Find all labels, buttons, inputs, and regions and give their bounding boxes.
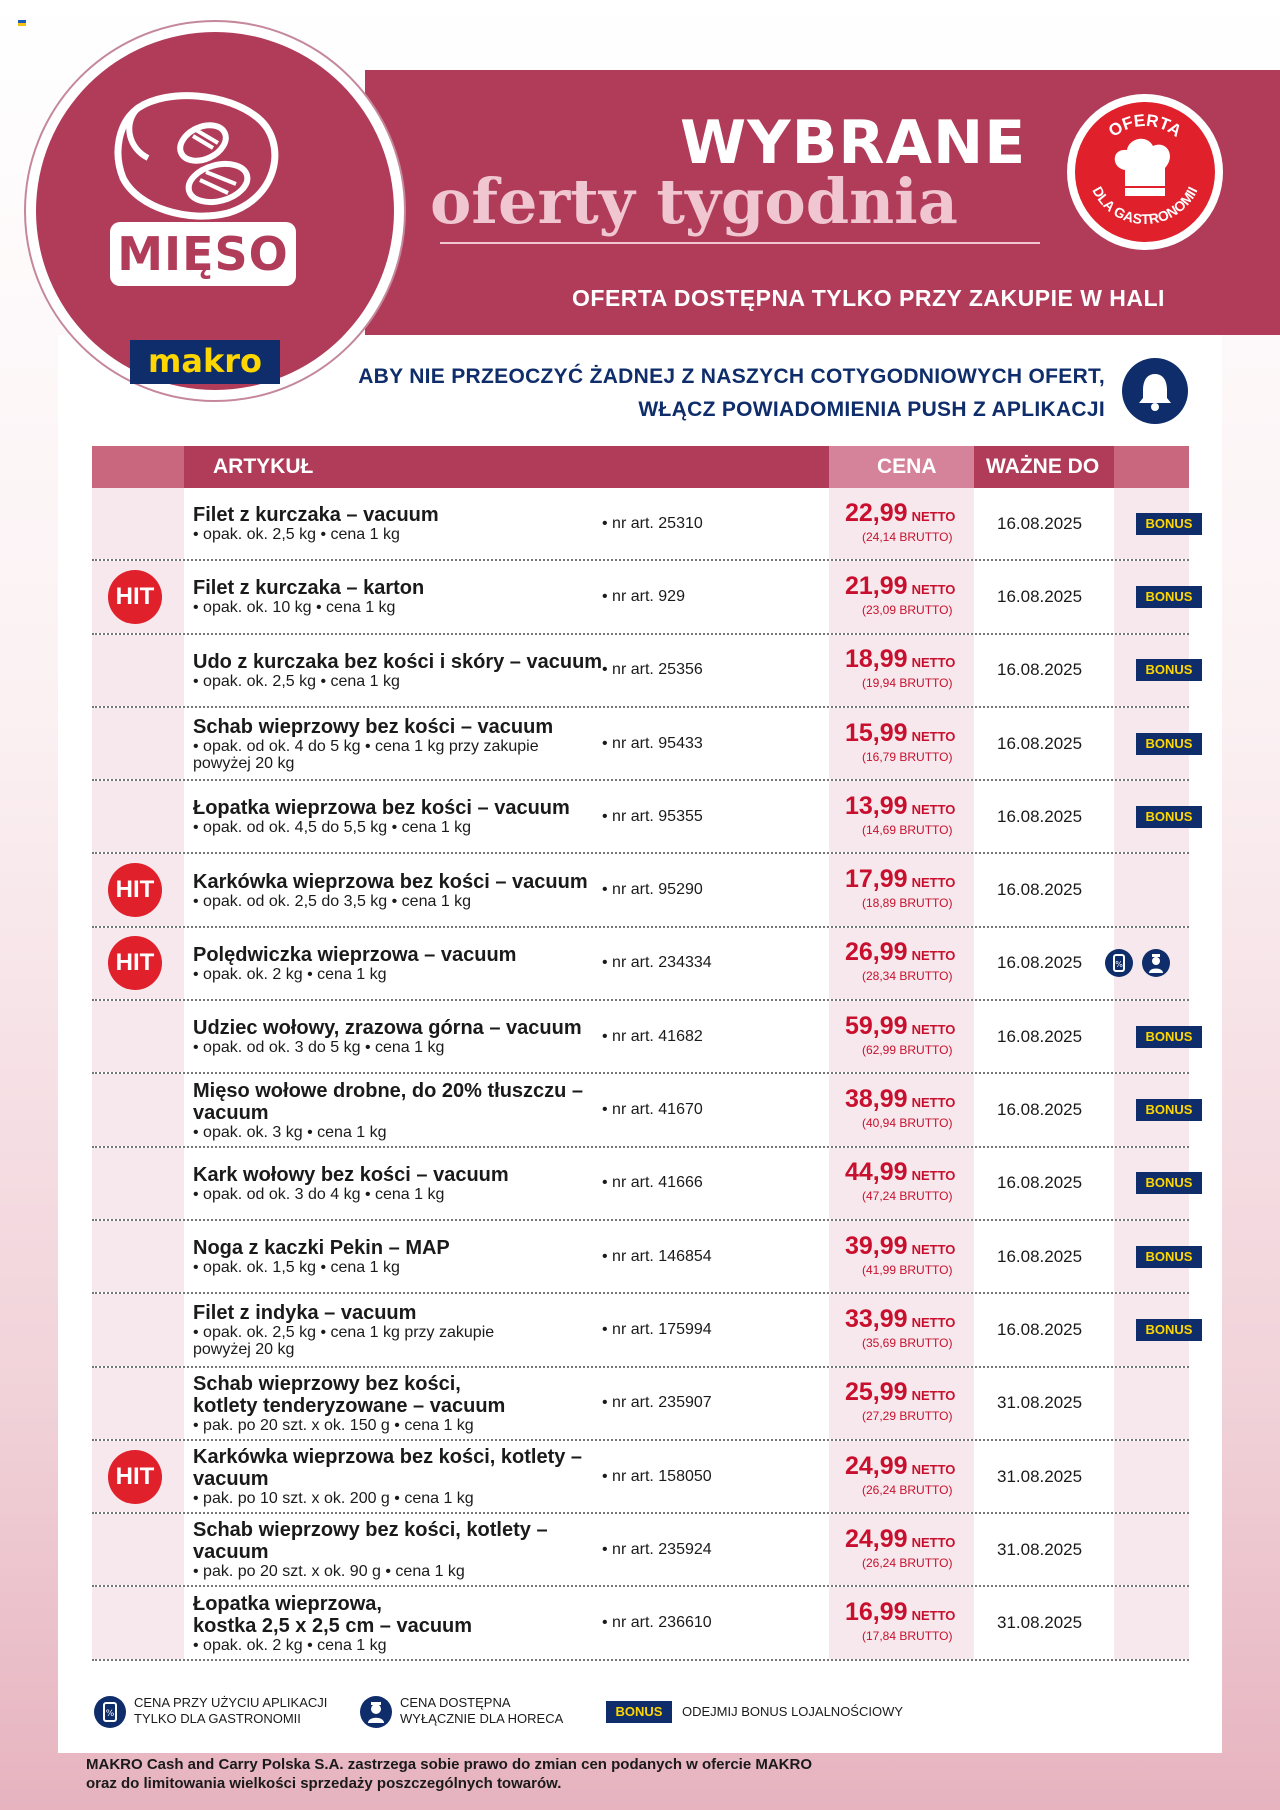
- article-number: • nr art. 235907: [602, 1394, 712, 1412]
- header-valid: WAŻNE DO: [986, 455, 1100, 478]
- price-netto: [845, 645, 955, 677]
- netto-label: NETTO: [911, 1388, 956, 1404]
- legend-app: [134, 1695, 327, 1727]
- hit-cell: [92, 1001, 184, 1072]
- hit-badge: HIT: [108, 863, 162, 917]
- makro-logo: makro: [130, 340, 280, 384]
- svg-text:OFERTA: [1105, 111, 1185, 141]
- product-name: Mięso wołowe drobne, do 20% tłuszczu – vacuum: [193, 1079, 584, 1124]
- price-netto: [845, 1598, 955, 1630]
- hit-badge: HIT: [108, 1450, 162, 1504]
- bonus-badge: BONUS: [1136, 1026, 1202, 1048]
- valid-until: 16.08.2025: [997, 513, 1083, 533]
- valid-until: 16.08.2025: [997, 733, 1083, 753]
- price-netto: [845, 865, 955, 897]
- netto-label: NETTO: [911, 1168, 956, 1184]
- price-netto: [845, 938, 955, 970]
- price-netto: [845, 499, 955, 531]
- price-netto: [845, 1525, 955, 1557]
- hit-cell: [92, 1148, 184, 1219]
- product-details: • opak. od ok. 3 do 5 kg • cena 1 kg: [193, 1039, 445, 1057]
- hit-cell: [92, 1221, 184, 1292]
- legend-horeca-line2: WYŁĄCZNIE DLA HORECA: [400, 1711, 564, 1726]
- hit-cell: [92, 1514, 184, 1585]
- product-details: • opak. ok. 10 kg • cena 1 kg: [193, 599, 396, 617]
- gastronomy-stamp: [1067, 94, 1223, 250]
- netto-label: NETTO: [911, 728, 956, 744]
- product-info: [193, 1587, 603, 1658]
- price-netto: [845, 719, 955, 751]
- bonus-badge: BONUS: [1136, 1319, 1202, 1341]
- push-line1: ABY NIE PRZEOCZYĆ ŻADNEJ Z NASZYCH COTYGODNIOWYCH OFERT,: [358, 365, 1105, 388]
- product-name: Schab wieprzowy bez kości – vacuum: [193, 715, 554, 738]
- table-row: [92, 1074, 1193, 1147]
- price-brutto: (47,24 BRUTTO): [862, 1189, 953, 1204]
- product-info: [193, 1148, 603, 1219]
- article-number: • nr art. 146854: [602, 1247, 712, 1265]
- legend-app-line2: TYLKO DLA GASTRONOMII: [134, 1711, 301, 1726]
- hit-badge: HIT: [108, 570, 162, 624]
- product-name: Schab wieprzowy bez kości, kotlety – vacuum: [193, 1519, 548, 1564]
- bonus-cell: [1114, 854, 1189, 925]
- table-row: [92, 1441, 1189, 1514]
- title-line2: oferty tygodnia: [430, 165, 958, 238]
- valid-until: 16.08.2025: [997, 1246, 1083, 1266]
- product-details: • opak. od ok. 3 do 4 kg • cena 1 kg: [193, 1185, 445, 1203]
- article-number: • nr art. 235924: [602, 1540, 712, 1558]
- price-netto-value: 24,99: [845, 1451, 908, 1480]
- valid-until: 16.08.2025: [997, 1026, 1083, 1046]
- product-name: Łopatka wieprzowa bez kości – vacuum: [193, 797, 570, 820]
- netto-label: NETTO: [911, 1021, 956, 1037]
- product-name: Udziec wołowy, zrazowa górna – vacuum: [193, 1017, 582, 1040]
- bonus-badge: BONUS: [1136, 1099, 1202, 1121]
- title-underline: [440, 242, 1040, 244]
- svg-text:%: %: [1115, 960, 1123, 970]
- bonus-badge: BONUS: [1136, 513, 1202, 535]
- table-row: [92, 1294, 1193, 1367]
- table-row: [92, 781, 1193, 854]
- app-price-icon: [94, 1696, 126, 1728]
- table-row: [92, 1148, 1193, 1221]
- article-number: • nr art. 95290: [602, 881, 703, 899]
- table-row: [92, 854, 1189, 927]
- netto-label: NETTO: [911, 1461, 956, 1477]
- article-number: • nr art. 234334: [602, 954, 712, 972]
- price-brutto: (24,14 BRUTTO): [862, 529, 953, 544]
- article-number: • nr art. 95433: [602, 734, 703, 752]
- product-details: • opak. od ok. 4,5 do 5,5 kg • cena 1 kg: [193, 819, 472, 837]
- bonus-badge: BONUS: [1136, 806, 1202, 828]
- header-article: ARTYKUŁ: [213, 455, 314, 478]
- price-netto-value: 16,99: [845, 1598, 908, 1627]
- stamp-bottom-text: DLA GASTRONOMII: [1089, 183, 1201, 228]
- netto-label: NETTO: [911, 875, 956, 891]
- valid-until: 31.08.2025: [997, 1393, 1083, 1413]
- article-number: • nr art. 95355: [602, 807, 703, 825]
- netto-label: NETTO: [911, 801, 956, 817]
- title-line1: WYBRANE: [680, 108, 1027, 178]
- price-netto: [845, 1232, 955, 1264]
- product-info: [193, 1514, 603, 1585]
- valid-until: 31.08.2025: [997, 1613, 1083, 1633]
- product-name: Łopatka wieprzowa, kostka 2,5 x 2,5 cm – vacuum: [193, 1592, 473, 1637]
- table-row: [92, 1514, 1189, 1587]
- product-info: [193, 1001, 603, 1072]
- product-info: [193, 488, 603, 559]
- valid-until: 31.08.2025: [997, 1466, 1083, 1486]
- price-netto: [845, 1158, 955, 1190]
- price-netto-value: 15,99: [845, 718, 908, 747]
- price-brutto: (40,94 BRUTTO): [862, 1116, 953, 1131]
- price-netto-value: 22,99: [845, 498, 908, 527]
- bonus-badge: BONUS: [1136, 1172, 1202, 1194]
- netto-label: NETTO: [911, 1095, 956, 1111]
- flag-icon: [18, 20, 26, 28]
- table-row: [92, 635, 1193, 708]
- bonus-badge: BONUS: [1136, 586, 1202, 608]
- price-netto-value: 18,99: [845, 645, 908, 674]
- chef-hat-icon: [1067, 94, 1223, 250]
- svg-text:%: %: [105, 1709, 115, 1719]
- bonus-badge: BONUS: [1136, 659, 1202, 681]
- bonus-cell: [1114, 1587, 1189, 1658]
- article-number: • nr art. 236610: [602, 1614, 712, 1632]
- legend-bonus-text: ODEJMIJ BONUS LOJALNOŚCIOWY: [682, 1704, 904, 1719]
- product-info: [193, 928, 603, 999]
- netto-label: NETTO: [911, 1534, 956, 1550]
- product-name: Karkówka wieprzowa bez kości, kotlety – vacuum: [193, 1446, 583, 1490]
- app-horeca-icons: [1104, 948, 1174, 982]
- netto-label: NETTO: [911, 508, 956, 524]
- product-info: [193, 1368, 603, 1439]
- legend-horeca-line1: CENA DOSTĘPNA: [400, 1695, 511, 1710]
- price-netto: [845, 1452, 955, 1484]
- product-details: • pak. po 20 szt. x ok. 90 g • cena 1 kg: [193, 1563, 465, 1581]
- table-row: [92, 928, 1189, 1001]
- product-name: Karkówka wieprzowa bez kości – vacuum: [193, 870, 588, 893]
- footer-line1: MAKRO Cash and Carry Polska S.A. zastrzega sobie prawo do zmian cen podanych w ofercie MAKRO: [86, 1756, 812, 1773]
- product-details: • opak. od ok. 4 do 5 kg • cena 1 kg przy zakupie powyżej 20 kg: [193, 737, 539, 772]
- price-netto: [845, 792, 955, 824]
- legend-app-line1: CENA PRZY UŻYCIU APLIKACJI: [134, 1695, 328, 1710]
- table-row: [92, 1587, 1189, 1660]
- table-row: [92, 1368, 1189, 1441]
- price-netto-value: 39,99: [845, 1231, 908, 1260]
- price-netto-value: 44,99: [845, 1158, 908, 1187]
- product-name: Kark wołowy bez kości – vacuum: [193, 1163, 509, 1186]
- netto-label: NETTO: [911, 655, 956, 671]
- price-brutto: (18,89 BRUTTO): [862, 896, 953, 911]
- product-info: [193, 781, 603, 852]
- netto-label: NETTO: [911, 1241, 956, 1257]
- stamp-top-text: OFERTA: [1105, 110, 1186, 141]
- price-brutto: (23,09 BRUTTO): [862, 602, 953, 617]
- product-name: Filet z indyka – vacuum: [193, 1301, 417, 1324]
- product-details: • pak. po 20 szt. x ok. 150 g • cena 1 kg: [193, 1416, 474, 1434]
- netto-label: NETTO: [911, 581, 956, 597]
- product-details: • opak. ok. 2,5 kg • cena 1 kg: [193, 672, 400, 690]
- price-brutto: (26,24 BRUTTO): [862, 1482, 953, 1497]
- legend-bonus-badge: BONUS: [606, 1701, 672, 1723]
- netto-label: NETTO: [911, 1314, 956, 1330]
- bonus-cell: [1114, 1368, 1189, 1439]
- product-name: Filet z kurczaka – vacuum: [193, 504, 439, 527]
- product-details: • opak. ok. 3 kg • cena 1 kg: [193, 1123, 387, 1141]
- product-details: • opak. ok. 2,5 kg • cena 1 kg przy zakupie powyżej 20 kg: [193, 1323, 495, 1358]
- product-name: Noga z kaczki Pekin – MAP: [193, 1237, 450, 1260]
- valid-until: 16.08.2025: [997, 953, 1083, 973]
- netto-label: NETTO: [911, 948, 956, 964]
- article-number: • nr art. 25356: [602, 661, 703, 679]
- price-netto: [845, 1012, 955, 1044]
- price-netto-value: 13,99: [845, 791, 908, 820]
- price-brutto: (26,24 BRUTTO): [862, 1555, 953, 1570]
- hit-cell: [92, 488, 184, 559]
- legend-horeca: [400, 1695, 563, 1727]
- price-brutto: (16,79 BRUTTO): [862, 749, 953, 764]
- price-netto-value: 25,99: [845, 1378, 908, 1407]
- price-brutto: (27,29 BRUTTO): [862, 1409, 953, 1424]
- footer-line2: oraz do limitowania wielkości sprzedaży poszczególnych towarów.: [86, 1775, 562, 1792]
- price-netto: [845, 1378, 955, 1410]
- product-name: Polędwiczka wieprzowa – vacuum: [193, 943, 517, 966]
- article-number: • nr art. 41670: [602, 1101, 703, 1119]
- table-row: [92, 1221, 1193, 1294]
- horeca-icon: [360, 1696, 392, 1728]
- hit-cell: [92, 1294, 184, 1365]
- price-netto-value: 26,99: [845, 938, 908, 967]
- article-number: • nr art. 41666: [602, 1174, 703, 1192]
- product-name: Schab wieprzowy bez kości, kotlety tenderyzowane – vacuum: [193, 1372, 506, 1417]
- article-number: • nr art. 25310: [602, 514, 703, 532]
- push-notice: [330, 360, 1105, 426]
- hit-badge: HIT: [108, 936, 162, 990]
- price-brutto: (14,69 BRUTTO): [862, 822, 953, 837]
- product-name: Udo z kurczaka bez kości i skóry – vacuum: [193, 650, 603, 673]
- price-netto-value: 33,99: [845, 1304, 908, 1333]
- product-info: [193, 1294, 603, 1365]
- product-details: • opak. ok. 1,5 kg • cena 1 kg: [193, 1259, 400, 1277]
- table-header: [92, 446, 1189, 488]
- bonus-cell: [1114, 1514, 1189, 1585]
- footer-disclaimer: [86, 1755, 812, 1793]
- price-netto: [845, 1085, 955, 1117]
- product-info: [193, 854, 603, 925]
- article-number: • nr art. 929: [602, 587, 685, 605]
- price-brutto: (19,94 BRUTTO): [862, 676, 953, 691]
- table-row: [92, 488, 1193, 561]
- product-info: [193, 1441, 603, 1512]
- bonus-badge: BONUS: [1136, 1246, 1202, 1268]
- valid-until: 16.08.2025: [997, 1319, 1083, 1339]
- hit-cell: [92, 781, 184, 852]
- bonus-cell: [1114, 1441, 1189, 1512]
- product-details: • opak. ok. 2 kg • cena 1 kg: [193, 965, 387, 983]
- push-line2: WŁĄCZ POWIADOMIENIA PUSH Z APLIKACJI: [638, 398, 1105, 421]
- table-row: [92, 1001, 1193, 1074]
- valid-until: 16.08.2025: [997, 1100, 1083, 1120]
- product-details: • opak. ok. 2,5 kg • cena 1 kg: [193, 526, 400, 544]
- product-info: [193, 635, 603, 706]
- offer-table: [92, 488, 1193, 1661]
- article-number: • nr art. 158050: [602, 1467, 712, 1485]
- valid-until: 16.08.2025: [997, 880, 1083, 900]
- price-netto-value: 21,99: [845, 571, 908, 600]
- valid-until: 16.08.2025: [997, 660, 1083, 680]
- category-label: MIĘSO: [110, 222, 296, 286]
- product-info: [193, 1074, 603, 1145]
- table-row: [92, 708, 1193, 781]
- valid-until: 16.08.2025: [997, 586, 1083, 606]
- price-brutto: (28,34 BRUTTO): [862, 969, 953, 984]
- hit-cell: [92, 1587, 184, 1658]
- price-brutto: (62,99 BRUTTO): [862, 1042, 953, 1057]
- product-details: • pak. po 10 szt. x ok. 200 g • cena 1 kg: [193, 1490, 474, 1507]
- valid-until: 16.08.2025: [997, 1173, 1083, 1193]
- product-info: [193, 561, 603, 632]
- article-number: • nr art. 41682: [602, 1027, 703, 1045]
- valid-until: 16.08.2025: [997, 806, 1083, 826]
- product-info: [193, 708, 603, 779]
- price-netto: [845, 572, 955, 604]
- hit-cell: [92, 635, 184, 706]
- bell-icon[interactable]: [1122, 358, 1188, 424]
- price-netto-value: 59,99: [845, 1011, 908, 1040]
- valid-until: 31.08.2025: [997, 1539, 1083, 1559]
- product-info: [193, 1221, 603, 1292]
- price-netto-value: 38,99: [845, 1085, 908, 1114]
- product-details: • opak. od ok. 2,5 do 3,5 kg • cena 1 kg: [193, 892, 472, 910]
- article-number: • nr art. 175994: [602, 1320, 712, 1338]
- bonus-badge: BONUS: [1136, 733, 1202, 755]
- price-brutto: (41,99 BRUTTO): [862, 1262, 953, 1277]
- hit-cell: [92, 1368, 184, 1439]
- hit-cell: [92, 708, 184, 779]
- hit-cell: [92, 1074, 184, 1145]
- price-netto: [845, 1305, 955, 1337]
- availability-note: OFERTA DOSTĘPNA TYLKO PRZY ZAKUPIE W HALI: [572, 285, 1165, 311]
- header-price: CENA: [877, 455, 937, 478]
- price-brutto: (17,84 BRUTTO): [862, 1629, 953, 1644]
- product-name: Filet z kurczaka – karton: [193, 577, 425, 600]
- table-row: [92, 561, 1193, 634]
- price-netto-value: 17,99: [845, 865, 908, 894]
- steak-icon: [108, 88, 298, 228]
- netto-label: NETTO: [911, 1608, 956, 1624]
- product-details: • opak. ok. 2 kg • cena 1 kg: [193, 1636, 387, 1654]
- price-netto-value: 24,99: [845, 1524, 908, 1553]
- price-brutto: (35,69 BRUTTO): [862, 1335, 953, 1350]
